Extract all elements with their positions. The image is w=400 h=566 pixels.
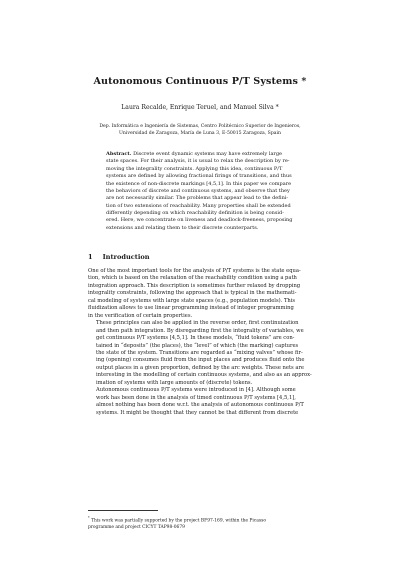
abstract-line: ered. Here, we concentrate on liveness and deadlock-freeness, proposing bbox=[106, 217, 293, 224]
body-line: output places in a given proportion, defined by the arc weights. These nets are bbox=[96, 364, 304, 371]
section-number: 1 bbox=[88, 253, 93, 261]
body-line: One of the most important tools for the analysis of P/T systems is the state equa- bbox=[88, 268, 301, 274]
body-line: imation of systems with large amounts of (discrete) tokens. bbox=[96, 379, 253, 386]
body-line: work has been done in the analysis of timed continuous P/T systems [4,5,1], bbox=[96, 394, 296, 401]
section-heading bbox=[88, 253, 160, 261]
abstract-line: extensions and relating them to their discrete counterparts. bbox=[106, 224, 259, 231]
abstract bbox=[106, 151, 294, 232]
body-line: systems. It might be thought that they cannot be that different from discrete bbox=[96, 409, 299, 416]
body-line: integration approach. This description is sometimes further relaxed by dropping bbox=[88, 282, 301, 289]
paper-title: Autonomous Continuous P/T Systems * bbox=[93, 76, 307, 87]
paper-authors: Laura Recalde, Enrique Teruel, and Manuel Silva * bbox=[121, 104, 279, 111]
affiliation-line: Dep. Informática e Ingeniería de Sistemas, Centro Politécnico Superior de Ingenieros, bbox=[99, 124, 301, 129]
abstract-line: systems are defined by allowing fractional firings of transitions, and thus bbox=[106, 173, 292, 180]
body-line: tained in “deposits” (the places), the “level” of which (the marking) captures bbox=[96, 342, 299, 349]
body-line: integrality constraints, following the approach that is typical in the mathemati- bbox=[88, 290, 297, 297]
body-line: Autonomous continuous P/T systems were introduced in [4]. Although some bbox=[96, 387, 296, 394]
affiliation bbox=[40, 123, 360, 138]
body-line: ing (opening) consumes fluid from the input places and produces fluid onto the bbox=[96, 357, 305, 364]
footnote bbox=[88, 515, 312, 532]
footnote-line: programme and project CICYT TAP98-0679 bbox=[88, 525, 185, 531]
abstract-line: are not necessarily similar. The problems that appear lead to the defini- bbox=[106, 195, 289, 202]
abstract-line: the existence of non-discrete markings [4,5,1]. In this paper we compare bbox=[106, 180, 292, 187]
body-line: These principles can also be applied in the reverse order, first continuization bbox=[96, 320, 299, 327]
body-line: interesting in the modelling of certain continuous systems, and also as an approx- bbox=[96, 372, 312, 379]
body-line: in the verification of certain properties. bbox=[88, 312, 193, 319]
footnote-line: This work was partially supported by the project BF97-169, within the Picasso bbox=[91, 518, 266, 524]
footnote-rule bbox=[88, 510, 158, 511]
body-line: almost nothing has been done w.r.t. the analysis of autonomous continuous P/T bbox=[96, 402, 304, 409]
body-line: fluidization allows to use linear programming instead of integer programming bbox=[88, 305, 294, 312]
body-line: tion, which is based on the relaxation of the reachability condition using a path bbox=[88, 275, 297, 282]
section-title: Introduction bbox=[102, 253, 150, 261]
body-line: get continuous P/T systems [4,5,1]. In these models, “fluid tokens” are con- bbox=[96, 335, 295, 342]
abstract-label: Abstract. bbox=[106, 151, 132, 157]
abstract-line: tion of two extensions of reachability. Many properties shall be extended bbox=[106, 202, 291, 209]
affiliation-line: Universidad de Zaragoza, María de Luna 3, E-50015 Zaragoza, Spain bbox=[119, 131, 281, 137]
abstract-line: the behaviors of discrete and continuous systems, and observe that they bbox=[106, 187, 290, 194]
body-line: the state of the system. Transitions are regarded as “mixing valves” whose fir- bbox=[96, 349, 303, 356]
abstract-line: moving the integrality constraints. Applying this idea, continuous P/T bbox=[106, 165, 283, 172]
paragraph bbox=[88, 268, 312, 320]
body-line: cal modeling of systems with large state spaces (e.g., population models). This bbox=[88, 297, 296, 304]
abstract-line: differently depending on which reachability definition is being consid- bbox=[106, 210, 284, 216]
body-line: and then path integration. By disregarding first the integrality of variables, we bbox=[96, 327, 304, 334]
paragraph bbox=[88, 320, 312, 387]
body-text bbox=[88, 268, 312, 417]
abstract-line: state spaces. For their analysis, it is usual to relax the description by re- bbox=[106, 158, 290, 165]
footnote-marker: * bbox=[88, 516, 90, 520]
abstract-line: Discrete event dynamic systems may have extremely large bbox=[133, 151, 282, 157]
paragraph bbox=[88, 387, 312, 417]
